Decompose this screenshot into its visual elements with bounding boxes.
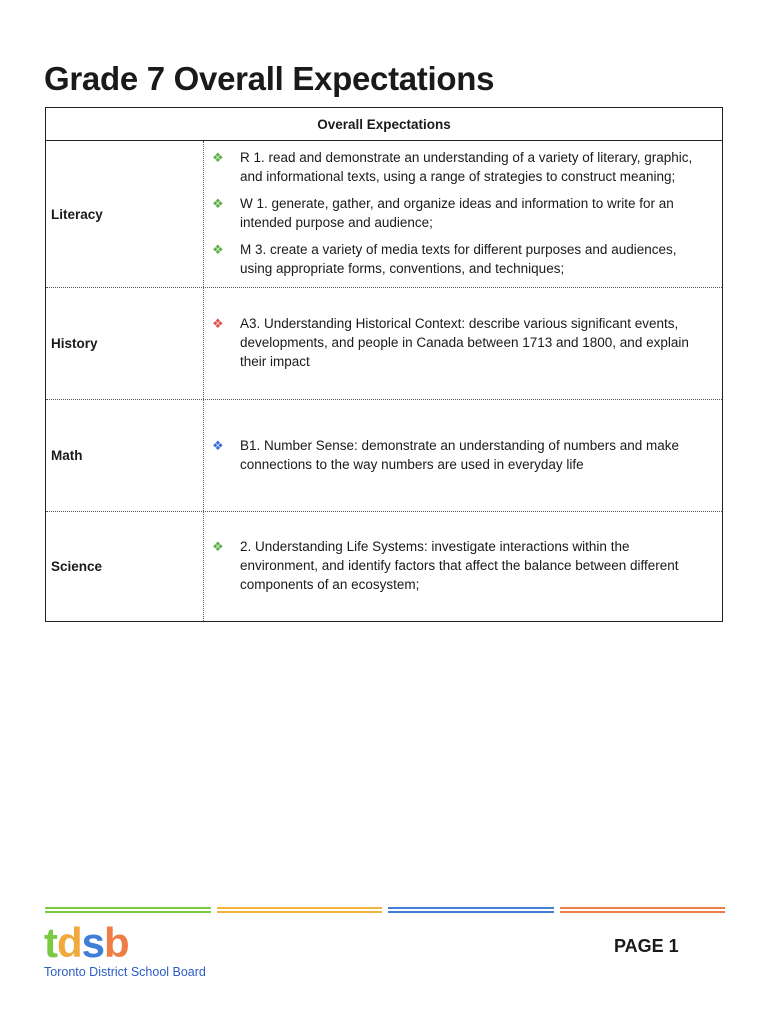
diamond-bullet-icon: ❖: [212, 539, 224, 554]
list-item: ❖ B1. Number Sense: demonstrate an understanding of numbers and make connections to the way numbers are used in everyday life: [212, 437, 680, 472]
table-row-math: [46, 400, 722, 512]
subject-cell: History: [46, 288, 204, 399]
expectations-cell: [204, 512, 722, 621]
diamond-bullet-icon: ❖: [212, 242, 224, 257]
diamond-bullet-icon: ❖: [212, 196, 224, 211]
expectations-table: [45, 107, 723, 622]
list-item: ❖ A3. Understanding Historical Context: describe various significant events, developments, and people in Canada between 1713 and 1800, and explain their impact: [212, 316, 689, 369]
diamond-bullet-icon: ❖: [212, 316, 224, 331]
tdsb-logo: [44, 919, 206, 979]
blue-bar: [388, 907, 554, 913]
table-row-literacy: [46, 141, 722, 288]
page-number: PAGE 1: [614, 936, 679, 956]
subject-cell: Math: [46, 400, 204, 511]
subject-cell: Science: [46, 512, 204, 621]
expectations-cell: [204, 141, 722, 287]
green-bar: [45, 907, 211, 913]
list-item: ❖ M 3. create a variety of media texts for different purposes and audiences, using appropriate forms, conventions, and techniques;: [212, 242, 677, 276]
table-row-science: [46, 512, 722, 621]
list-item: ❖ 2. Understanding Life Systems: investigate interactions within the environment, and identify factors that affect the balance between different components of an ecosystem;: [212, 539, 679, 592]
logo-subtitle: Toronto District School Board: [44, 965, 206, 979]
footer-color-bars: [45, 907, 725, 913]
table-header: Overall Expectations: [46, 108, 722, 141]
diamond-bullet-icon: ❖: [212, 150, 224, 165]
diamond-bullet-icon: ❖: [212, 437, 224, 453]
page-title: Grade 7 Overall Expectations: [44, 60, 495, 97]
subject-cell: Literacy: [46, 141, 204, 287]
yellow-bar: [217, 907, 383, 913]
expectations-cell: [204, 400, 722, 511]
logo-wordmark: tdsb: [44, 919, 129, 966]
orange-bar: [560, 907, 726, 913]
list-item: ❖ W 1. generate, gather, and organize ideas and information to write for an intended purpose and audience;: [212, 196, 674, 230]
table-row-history: [46, 288, 722, 400]
list-item: ❖ R 1. read and demonstrate an understanding of a variety of literary, graphic, and informational texts, using a range of strategies to construct meaning;: [212, 150, 693, 184]
expectations-cell: [204, 288, 722, 399]
